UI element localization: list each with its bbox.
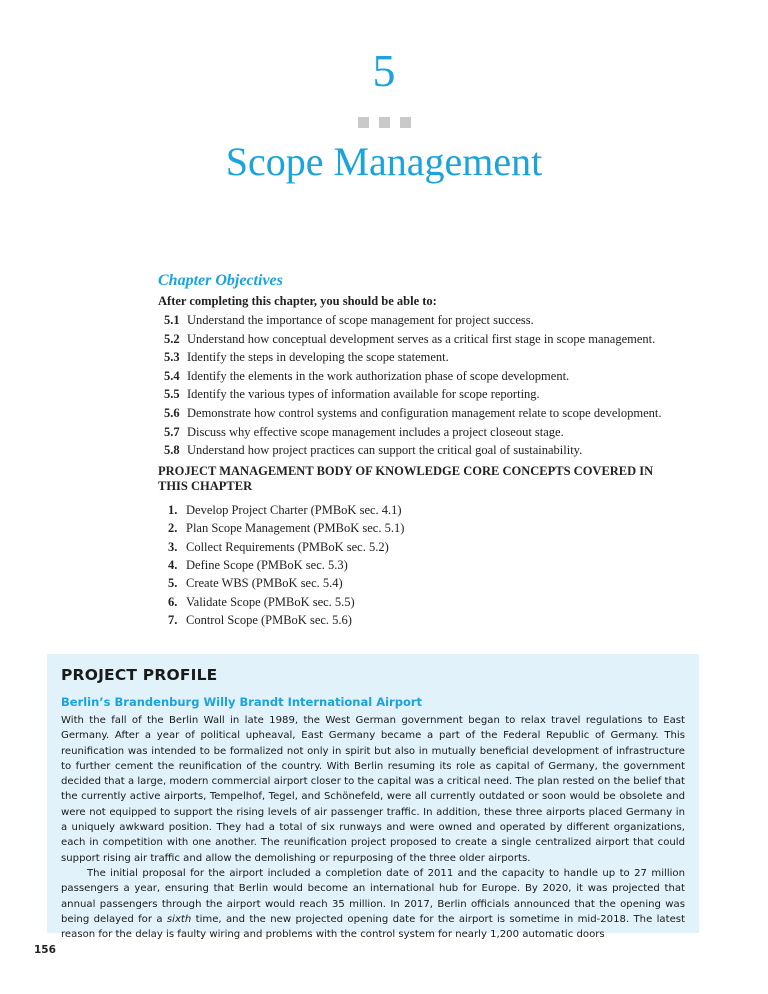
profile-body bbox=[61, 713, 685, 942]
objective-number: 5.1 bbox=[164, 313, 180, 327]
objectives-intro: After completing this chapter, you should be able to: bbox=[158, 294, 437, 308]
chapter-title: Scope Management bbox=[225, 139, 543, 184]
pmbok-number: 1. bbox=[168, 502, 178, 517]
pmbok-text: Control Scope (PMBoK sec. 5.6) bbox=[186, 613, 352, 628]
objective-number: 5.3 bbox=[164, 350, 180, 365]
pmbok-item bbox=[158, 611, 738, 629]
pmbok-text: Create WBS (PMBoK sec. 5.4) bbox=[186, 576, 343, 591]
chapter-divider bbox=[0, 117, 768, 128]
objective-item bbox=[158, 385, 738, 404]
objective-number: 5.8 bbox=[164, 443, 180, 458]
pmbok-text: Define Scope (PMBoK sec. 5.3) bbox=[186, 557, 348, 572]
profile-paragraph bbox=[61, 866, 685, 942]
profile-paragraph: With the fall of the Berlin Wall in late 1989, the West German government began to relax travel regulations to East Germany. After a year of political upheaval, East Germany became a part of the Federal Republic of Germany. This reunification was intended to be formalized not only in spirit but also in mutually beneficial development of infrastructure to further cement the reunification of the country. With Berlin resuming its role as capital of Germany, the government decided that a large, modern commercial airport closer to the capital was a critical need. The plan rested on the belief that the currently active airports, Tempelhof, Tegel, and Schönefeld, were all currently outdated or soon would be obsolete and were not equipped to support the rising levels of air passenger traffic. In addition, these three airports placed Germany in a uniquely awkward position. They had a total of six runways and were owned and operated by different organizations, each in competition with one another. The reunification project proposed to create a single centralized airport that could support rising air traffic and allow the demolishing or repurposing of the three older airports. bbox=[61, 715, 685, 864]
chapter-number: 5 bbox=[372, 45, 396, 96]
pmbok-number: 5. bbox=[168, 576, 178, 591]
objective-number: 5.6 bbox=[164, 405, 180, 420]
divider-square bbox=[358, 117, 369, 128]
chapter-objectives bbox=[158, 271, 738, 630]
project-profile-box bbox=[47, 654, 699, 941]
objective-number: 5.7 bbox=[164, 424, 180, 439]
objective-text: Understand the importance of scope management for project success. bbox=[187, 313, 534, 327]
profile-paragraph-text: The initial proposal for the airport included a completion date of 2011 and the capacity to handle up to 27 million passengers a year, ensuring that Berlin would become an international hub for Europe. By 2020, it was projected that annual passengers through the airport would reach 35 million. In 2017, Berlin officials announced that the opening was being delayed for a bbox=[61, 867, 685, 925]
objective-item bbox=[158, 330, 738, 349]
page-number: 156 bbox=[34, 944, 56, 956]
objective-item bbox=[158, 311, 738, 330]
pmbok-item bbox=[158, 501, 738, 519]
pmbok-text: Plan Scope Management (PMBoK sec. 5.1) bbox=[186, 521, 405, 536]
pmbok-item bbox=[158, 556, 738, 574]
objective-number: 5.5 bbox=[164, 387, 180, 402]
divider-square bbox=[400, 117, 411, 128]
objective-item bbox=[158, 441, 738, 460]
pmbok-number: 4. bbox=[168, 557, 178, 572]
objective-item bbox=[158, 423, 738, 442]
pmbok-list bbox=[158, 501, 738, 630]
objective-text: Discuss why effective scope management includes a project closeout stage. bbox=[187, 424, 564, 439]
pmbok-number: 2. bbox=[168, 521, 178, 536]
pmbok-text: Collect Requirements (PMBoK sec. 5.2) bbox=[186, 539, 389, 554]
pmbok-number: 3. bbox=[168, 539, 178, 554]
pmbok-item bbox=[158, 574, 738, 592]
pmbok-text: Develop Project Charter (PMBoK sec. 4.1) bbox=[186, 502, 402, 517]
pmbok-number: 6. bbox=[168, 594, 178, 609]
objective-item bbox=[158, 348, 738, 367]
objective-item bbox=[158, 404, 738, 423]
objectives-heading: Chapter Objectives bbox=[158, 272, 283, 289]
objective-text: Understand how conceptual development serves as a critical first stage in scope management. bbox=[187, 331, 656, 346]
objective-number: 5.2 bbox=[164, 331, 180, 346]
objective-text: Understand how project practices can support the critical goal of sustainability. bbox=[187, 443, 583, 458]
objective-text: Identify the steps in developing the scope statement. bbox=[187, 350, 449, 365]
objective-item bbox=[158, 367, 738, 386]
objective-text: Identify the various types of information available for scope reporting. bbox=[187, 387, 540, 402]
divider-square bbox=[379, 117, 390, 128]
profile-paragraph-text: time, and the new projected opening date for the airport is sometime in mid-2018. The latest reason for the delay is faulty wiring and problems with the control system for nearly 1,200 automatic doors bbox=[61, 913, 685, 941]
pmbok-item bbox=[158, 538, 738, 556]
objective-number: 5.4 bbox=[164, 368, 180, 383]
pmbok-heading: PROJECT MANAGEMENT BODY OF KNOWLEDGE CORE CONCEPTS COVERED IN THIS CHAPTER bbox=[158, 463, 654, 493]
objective-text: Identify the elements in the work authorization phase of scope development. bbox=[187, 368, 570, 383]
pmbok-number: 7. bbox=[168, 613, 178, 628]
objectives-list bbox=[158, 311, 738, 460]
profile-title: PROJECT PROFILE bbox=[61, 666, 218, 684]
pmbok-text: Validate Scope (PMBoK sec. 5.5) bbox=[186, 594, 355, 609]
profile-emphasis: sixth bbox=[166, 913, 192, 925]
objective-text: Demonstrate how control systems and configuration management relate to scope development. bbox=[187, 405, 662, 420]
pmbok-item bbox=[158, 593, 738, 611]
profile-subtitle: Berlin’s Brandenburg Willy Brandt International Airport bbox=[61, 695, 423, 709]
pmbok-item bbox=[158, 519, 738, 537]
